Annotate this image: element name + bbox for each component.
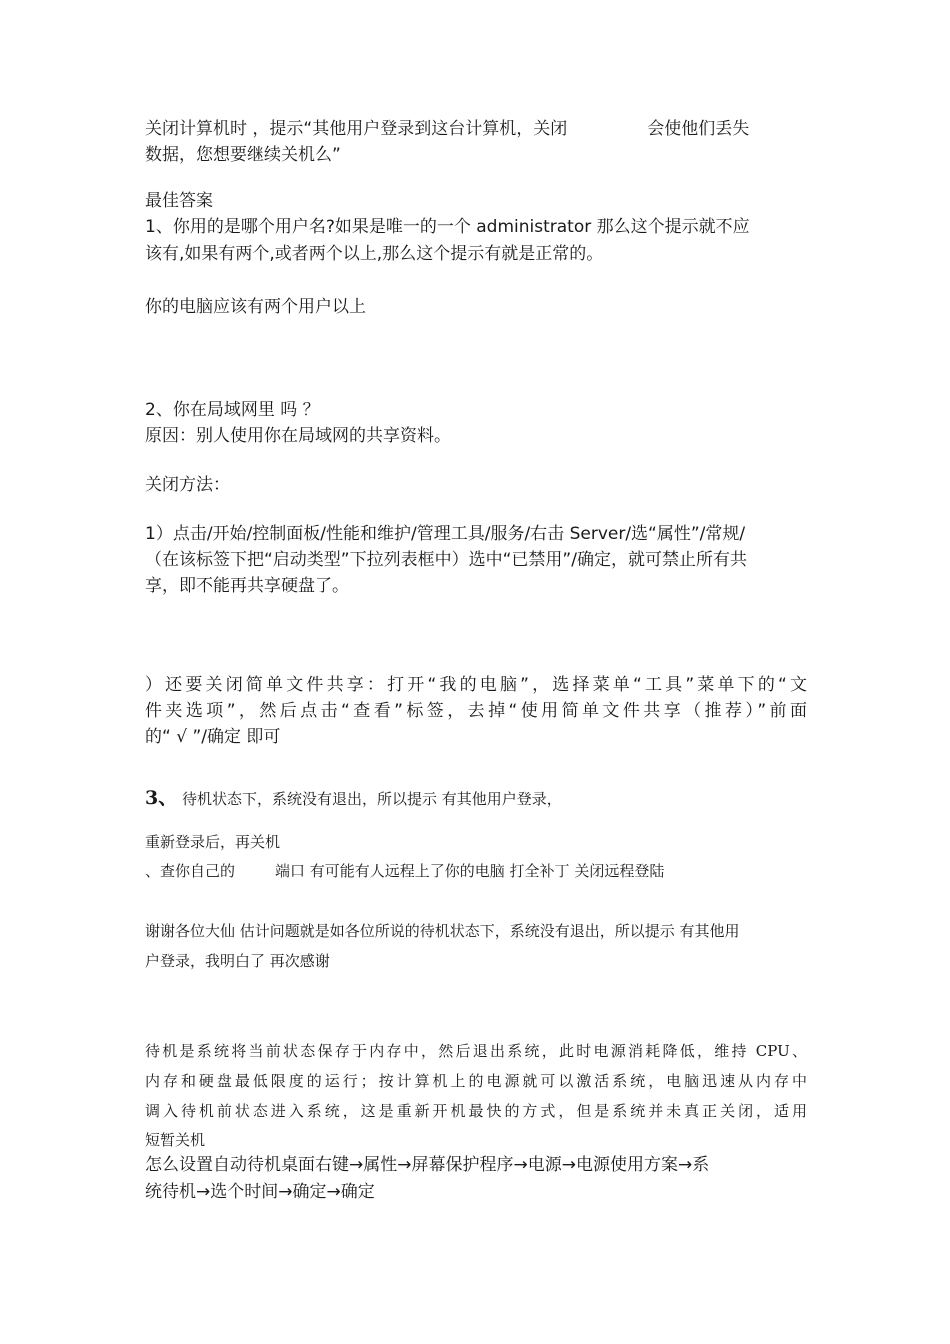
- question-line-2: 数据，您想要继续关机么”: [145, 145, 341, 165]
- answer1-line-3: 你的电脑应该有两个用户以上: [145, 297, 366, 317]
- step2-line-1: ）还要关闭简单文件共享：打开“我的电脑”，选择菜单“工具”菜单下的“文: [145, 675, 807, 695]
- step1-line-2: （在该标签下把“启动类型”下拉列表框中）选中“已禁用”/确定，就可禁止所有共: [145, 550, 747, 570]
- thanks-line-2: 户登录，我明白了 再次感谢: [145, 952, 330, 970]
- question-text-a: 关闭计算机时 ，提示“其他用户登录到这台计算机，关闭: [145, 119, 568, 139]
- step2-line-2: 件夹选项”，然后点击“查看”标签，去掉“使用简单文件共享（推荐）”前面: [145, 701, 807, 721]
- step2-line-3: 的“ √ ”/确定 即可: [145, 727, 281, 747]
- answer3-line-2: 重新登录后，再关机: [145, 833, 281, 851]
- step1-line-1: 1）点击/开始/控制面板/性能和维护/管理工具/服务/右击 Server/选“属性”/常规/: [145, 524, 746, 544]
- answer3-text-b: 端口 有可能有人远程上了你的电脑 打全补丁 关闭远程登陆: [275, 862, 665, 880]
- standby-line-4: 短暂关机: [145, 1131, 206, 1149]
- standby-line-6: 统待机→选个时间→确定→确定: [145, 1182, 375, 1202]
- answer1-line-2: 该有,如果有两个,或者两个以上,那么这个提示有就是正常的。: [145, 244, 604, 264]
- standby-line-3: 调入待机前状态进入系统，这是重新开机最快的方式，但是系统并未真正关闭，适用: [145, 1102, 807, 1120]
- standby-line-2: 内存和硬盘最低限度的运行；按计算机上的电源就可以激活系统，电脑迅速从内存中: [145, 1072, 807, 1090]
- answer3-text: 待机状态下，系统没有退出，所以提示 有其他用户登录，: [182, 790, 562, 808]
- close-method-heading: 关闭方法：: [145, 475, 230, 495]
- question-line-1: [145, 117, 749, 141]
- answer3-line-1: [145, 787, 562, 810]
- best-answer-heading: 最佳答案: [145, 191, 213, 211]
- answer1-line-1: 1、你用的是哪个用户名?如果是唯一的一个 administrator 那么这个提示就不应: [145, 217, 750, 237]
- standby-line-1: 待机是系统将当前状态保存于内存中，然后退出系统，此时电源消耗降低，维持 CPU、: [145, 1042, 807, 1060]
- answer3-text-a: 、查你自己的: [145, 862, 236, 880]
- answer2-line-1: 2、你在局域网里 吗 ？: [145, 400, 320, 420]
- standby-line-5: 怎么设置自动待机桌面右键→属性→屏幕保护程序→电源→电源使用方案→系: [145, 1155, 710, 1175]
- answer3-line-3: [145, 860, 664, 882]
- step1-line-3: 享，即不能再共享硬盘了。: [145, 576, 349, 596]
- thanks-line-1: 谢谢各位大仙 估计问题就是如各位所说的待机状态下，系统没有退出，所以提示 有其他用: [145, 922, 740, 940]
- question-text-b: 会使他们丢失: [647, 119, 750, 139]
- answer2-line-2: 原因：别人使用你在局域网的共享资料。: [145, 426, 451, 446]
- answer3-number: 3、: [145, 787, 178, 809]
